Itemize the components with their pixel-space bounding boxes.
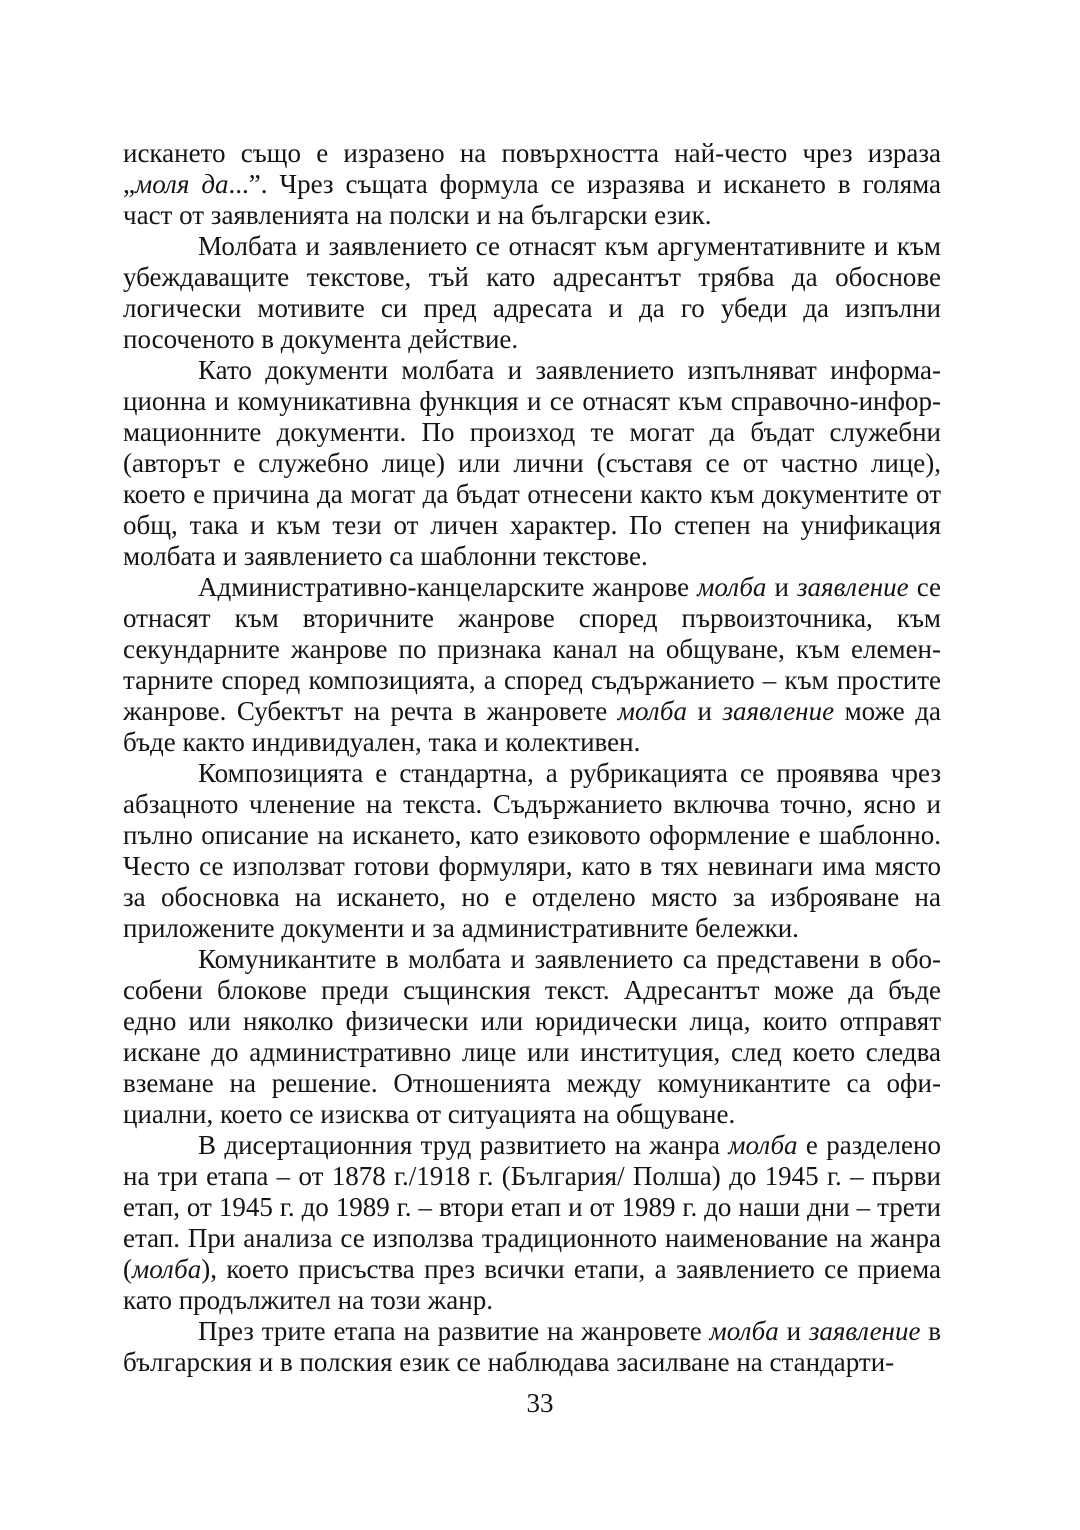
italic-term: заявление bbox=[797, 572, 909, 602]
text-run: и bbox=[778, 1316, 809, 1346]
text-run: може да бъде както индивидуален, така и колективен. bbox=[123, 696, 942, 757]
paragraph bbox=[123, 572, 941, 758]
text-run: През трите етапа на развитие на жанровете bbox=[198, 1316, 710, 1346]
text-run: В дисертационния труд развитието на жанра bbox=[198, 1130, 729, 1160]
italic-term: молба bbox=[132, 1254, 202, 1284]
text-run: ), което присъства през всички етапи, а заявлението се приема като продължител на този жанр. bbox=[123, 1254, 941, 1315]
italic-term: молба bbox=[617, 696, 687, 726]
text-run: е разделено на три етапа – от 1878 г./1918 г. (България/ Полша) до 1945 г. – първи етап, от 1945 г. до 1989 г. – втори етап и от 1989 г. до наши дни – трети етап. При анализа се използва традиционното наименование на жанра ( bbox=[123, 1130, 941, 1284]
italic-term: моля да bbox=[134, 169, 229, 199]
italic-term: заявление bbox=[808, 1316, 921, 1346]
text-run: искането също е изразено на повърхността най-често чрез израза „ bbox=[123, 138, 941, 199]
text-run: и bbox=[766, 572, 797, 602]
italic-term: заявление bbox=[722, 696, 835, 726]
paragraph bbox=[123, 355, 941, 572]
paragraph bbox=[123, 231, 941, 355]
text-run: и bbox=[686, 696, 723, 726]
page-body-text bbox=[123, 138, 941, 1378]
text-run: се отнасят към вторичните жанрове според първоизточника, към секундарните жанрове по признака канал на общуване, към елементарните според композицията, а според съдържанието – към простите жанрове. Субектът на речта в жанровете bbox=[123, 572, 941, 726]
text-run: ...”. Чрез същата формула се изразява и искането в голяма част от заявленията на полски и на български език. bbox=[123, 169, 941, 230]
page-number: 33 bbox=[526, 1388, 554, 1418]
italic-term: молба bbox=[697, 572, 767, 602]
paragraph bbox=[123, 944, 941, 1130]
text-run: Молбата и заявлението се отнасят към аргументативните и към убеждаващите текстове, тъй като адресантът трябва да обоснове логически мотивите си пред адресата и да го убеди да изпълни посоченото в документа действие. bbox=[123, 231, 941, 354]
text-run: Комуникантите в молбата и заявлението са представени в обособени блокове преди същинския текст. Адресантът може да бъде едно или няколко физически или юридически лица, които отправят искане до административно лице или институция, след което следва вземане на решение. Отношенията между комуникантите са официални, което се изисква от ситуацията на общуване. bbox=[123, 944, 941, 1129]
italic-term: молба bbox=[728, 1130, 798, 1160]
paragraph bbox=[123, 758, 941, 944]
paragraph bbox=[123, 138, 941, 231]
paragraph bbox=[123, 1130, 941, 1316]
text-run: Композицията е стандартна, а рубрикацията се проявява чрез абзацното членение на текста. Съдържанието включва точно, ясно и пълно описание на искането, като езиковото оформление е шаблонно. Често се използват готови формуляри, като в тях невинаги има място за обосновка на искането, но е отделено място за изброяване на приложените документи и за административните бележки. bbox=[123, 758, 941, 943]
text-run: Като документи молбата и заявлението изпълняват информационна и комуникативна функция и се отнасят към справочно-информационните документи. По произход те могат да бъдат служебни (авторът е служебно лице) или лични (съставя се от частно лице), което е причина да могат да бъдат отнесени както към документите от общ, така и към тези от личен характер. По степен на унификация молбата и заявлението са шаблонни текстове. bbox=[123, 355, 941, 571]
text-run: в българския и в полския език се наблюдава засилване на стандарти- bbox=[123, 1316, 942, 1377]
paragraph bbox=[123, 1316, 941, 1378]
text-run: Административно-канцеларските жанрове bbox=[198, 572, 698, 602]
italic-term: молба bbox=[709, 1316, 779, 1346]
